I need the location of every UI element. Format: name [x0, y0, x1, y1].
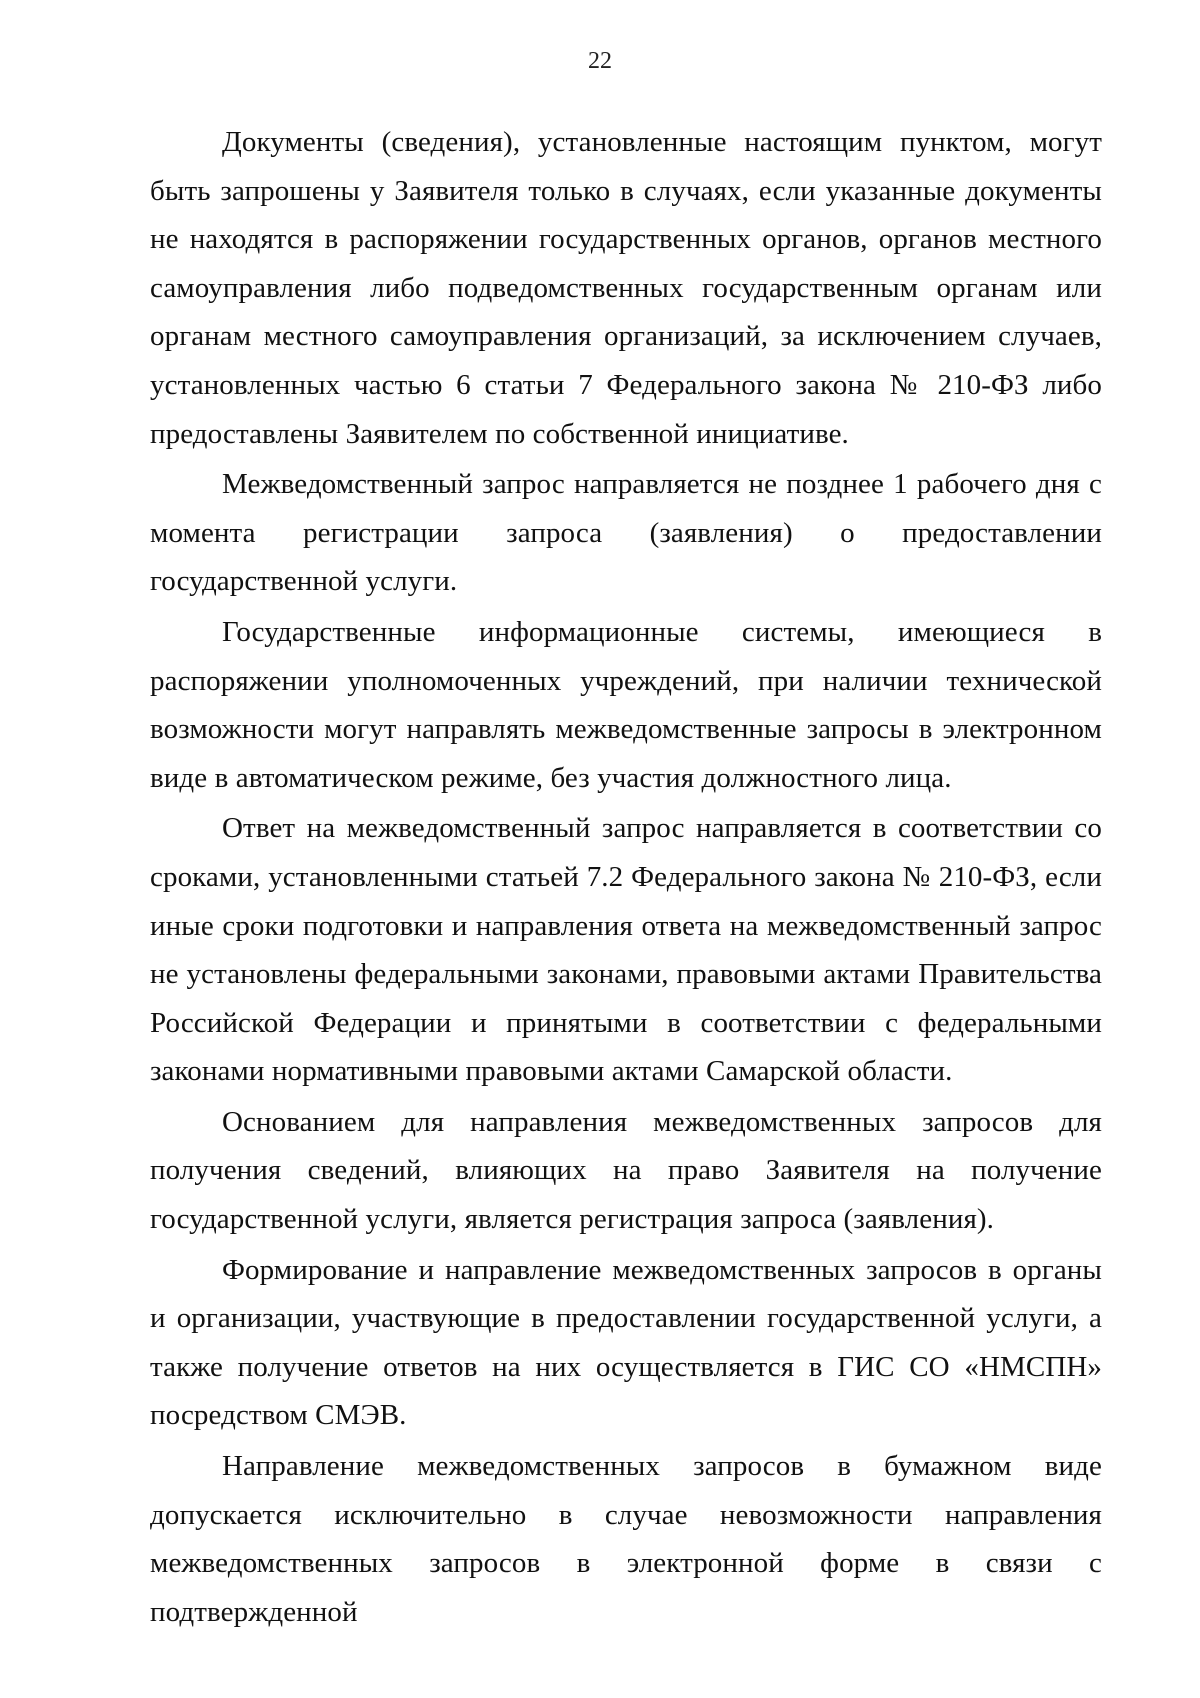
paragraph-interagency-request-deadline: Межведомственный запрос направляется не позднее 1 рабочего дня с момента регистрации запроса (заявления) о предоставлении государственной услуги.	[150, 468, 1102, 598]
paragraph-paper-requests: Направление межведомственных запросов в бумажном виде допускается исключительно в случае невозможности направления межведомственных запросов в электронной форме в связи с подтвержденной	[150, 1450, 1102, 1628]
paragraph-documents-request: Документы (сведения), установленные настоящим пунктом, могут быть запрошены у Заявителя только в случаях, если указанные документы не находятся в распоряжении государственных органов, органов местного самоуправления либо подведомственных государственным органам или органам местного самоуправления организаций, за исключением случаев, установленных частью 6 статьи 7 Федерального закона № 210-ФЗ либо предоставлены Заявителем по собственной инициативе.	[150, 126, 1102, 450]
paragraph-request-grounds: Основанием для направления межведомственных запросов для получения сведений, влияющих на право Заявителя на получение государственной услуги, является регистрация запроса (заявления).	[150, 1105, 1102, 1236]
paragraph-response-terms: Ответ на межведомственный запрос направляется в соответствии со сроками, установленными статьей 7.2 Федерального закона № 210-ФЗ, если иные сроки подготовки и направления ответа на межведомственный запрос не установлены федеральными законами, правовыми актами Правительства Российской Федерации и принятыми в соответствии с федеральными законами нормативными правовыми актами Самарской области.	[150, 812, 1102, 1088]
page-number: 22	[588, 48, 612, 74]
paragraph-information-systems: Государственные информационные системы, имеющиеся в распоряжении уполномоченных учреждений, при наличии технической возможности могут направлять межведомственные запросы в электронном виде в автоматическом режиме, без участия должностного лица.	[150, 615, 1102, 794]
paragraph-smev-requests: Формирование и направление межведомственных запросов в органы и организации, участвующие в предоставлении государственной услуги, а также получение ответов на них осуществляется в ГИС СО «НМСПН» посредством СМЭВ.	[150, 1253, 1102, 1432]
document-body	[150, 118, 1102, 1638]
